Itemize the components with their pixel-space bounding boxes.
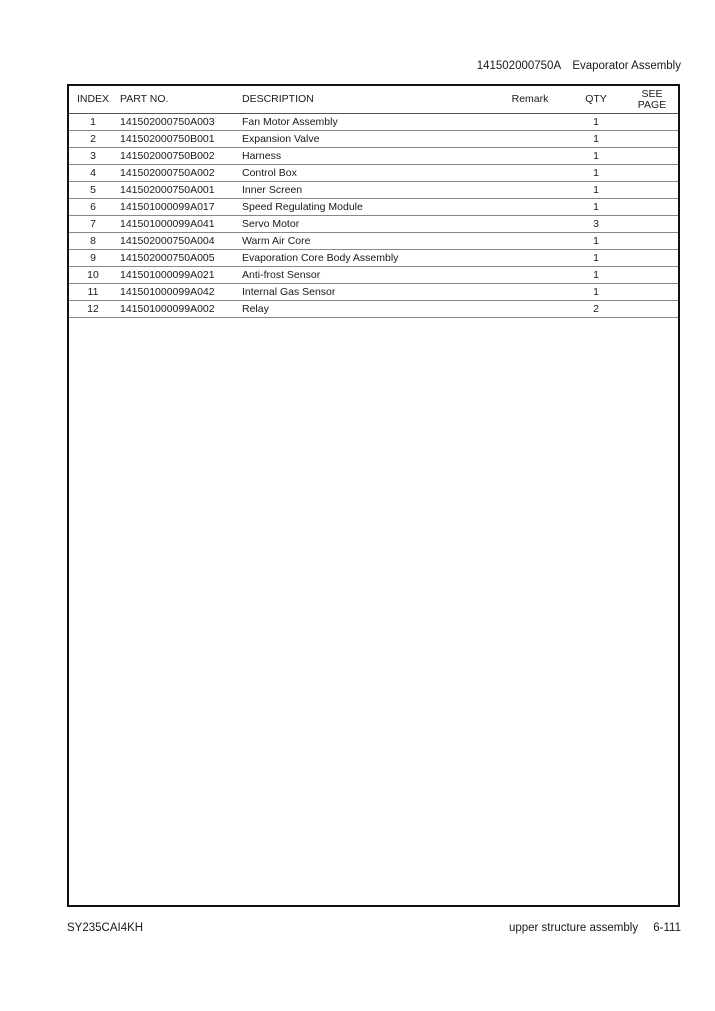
cell-qty: 1 [566, 114, 626, 131]
see-page-line-1: SEE [641, 87, 663, 100]
cell-part-no: 141501000099A002 [117, 301, 242, 318]
cell-part-no: 141502000750A004 [117, 233, 242, 250]
assembly-title: Evaporator Assembly [572, 60, 681, 72]
parts-table-body [69, 114, 678, 318]
cell-part-no: 141502000750B002 [117, 148, 242, 165]
cell-part-no: 141502000750A002 [117, 165, 242, 182]
cell-remark [494, 182, 566, 199]
cell-description: Control Box [242, 165, 494, 182]
cell-qty: 1 [566, 131, 626, 148]
cell-index: 1 [69, 114, 117, 131]
table-row [69, 148, 678, 165]
cell-see-page [626, 131, 678, 148]
table-row [69, 165, 678, 182]
assembly-part-number: 141502000750A [476, 60, 562, 72]
cell-see-page [626, 165, 678, 182]
cell-index: 4 [69, 165, 117, 182]
table-row [69, 301, 678, 318]
cell-index: 11 [69, 284, 117, 301]
cell-remark [494, 301, 566, 318]
column-header-remark: Remark [494, 86, 566, 114]
cell-part-no: 141502000750B001 [117, 131, 242, 148]
cell-remark [494, 233, 566, 250]
cell-index: 2 [69, 131, 117, 148]
column-header-index: INDEX [69, 86, 117, 114]
cell-remark [494, 216, 566, 233]
cell-index: 7 [69, 216, 117, 233]
cell-part-no: 141502000750A003 [117, 114, 242, 131]
parts-table [69, 86, 678, 318]
cell-description: Fan Motor Assembly [242, 114, 494, 131]
table-row [69, 267, 678, 284]
table-row [69, 199, 678, 216]
cell-index: 10 [69, 267, 117, 284]
cell-index: 9 [69, 250, 117, 267]
cell-see-page [626, 233, 678, 250]
cell-description: Speed Regulating Module [242, 199, 494, 216]
cell-see-page [626, 284, 678, 301]
cell-see-page [626, 267, 678, 284]
cell-see-page [626, 148, 678, 165]
table-row [69, 216, 678, 233]
footer-section: upper structure assembly [508, 922, 639, 934]
table-row [69, 233, 678, 250]
cell-qty: 1 [566, 284, 626, 301]
cell-part-no: 141501000099A042 [117, 284, 242, 301]
cell-qty: 1 [566, 233, 626, 250]
cell-part-no: 141502000750A005 [117, 250, 242, 267]
see-page-line-2: PAGE [637, 98, 667, 111]
footer-right [509, 922, 681, 934]
cell-description: Servo Motor [242, 216, 494, 233]
cell-description: Relay [242, 301, 494, 318]
cell-index: 12 [69, 301, 117, 318]
cell-remark [494, 131, 566, 148]
cell-description: Harness [242, 148, 494, 165]
column-header-see-page [626, 86, 678, 114]
cell-remark [494, 199, 566, 216]
page-number: 6-111 [653, 922, 681, 934]
cell-see-page [626, 114, 678, 131]
cell-see-page [626, 301, 678, 318]
cell-part-no: 141501000099A021 [117, 267, 242, 284]
page-header [477, 60, 681, 72]
cell-see-page [626, 182, 678, 199]
cell-description: Expansion Valve [242, 131, 494, 148]
cell-see-page [626, 216, 678, 233]
cell-qty: 1 [566, 182, 626, 199]
cell-index: 3 [69, 148, 117, 165]
cell-qty: 1 [566, 148, 626, 165]
table-row [69, 131, 678, 148]
cell-description: Internal Gas Sensor [242, 284, 494, 301]
cell-qty: 3 [566, 216, 626, 233]
cell-part-no: 141502000750A001 [117, 182, 242, 199]
cell-remark [494, 250, 566, 267]
column-header-description: DESCRIPTION [242, 86, 494, 114]
cell-index: 6 [69, 199, 117, 216]
cell-description: Warm Air Core [242, 233, 494, 250]
cell-index: 8 [69, 233, 117, 250]
cell-description: Anti-frost Sensor [242, 267, 494, 284]
cell-remark [494, 267, 566, 284]
table-row [69, 250, 678, 267]
cell-remark [494, 114, 566, 131]
cell-see-page [626, 250, 678, 267]
table-header-row [69, 86, 678, 114]
cell-qty: 1 [566, 199, 626, 216]
footer-model: SY235CAI4KH [67, 922, 144, 934]
parts-sheet [67, 84, 680, 907]
cell-description: Inner Screen [242, 182, 494, 199]
column-header-part-no: PART NO. [117, 86, 242, 114]
cell-part-no: 141501000099A017 [117, 199, 242, 216]
cell-remark [494, 284, 566, 301]
table-row [69, 182, 678, 199]
cell-remark [494, 148, 566, 165]
cell-part-no: 141501000099A041 [117, 216, 242, 233]
cell-see-page [626, 199, 678, 216]
table-row [69, 284, 678, 301]
table-row [69, 114, 678, 131]
cell-qty: 1 [566, 267, 626, 284]
cell-remark [494, 165, 566, 182]
cell-description: Evaporation Core Body Assembly [242, 250, 494, 267]
column-header-qty: QTY [566, 86, 626, 114]
cell-qty: 2 [566, 301, 626, 318]
cell-index: 5 [69, 182, 117, 199]
cell-qty: 1 [566, 250, 626, 267]
cell-qty: 1 [566, 165, 626, 182]
